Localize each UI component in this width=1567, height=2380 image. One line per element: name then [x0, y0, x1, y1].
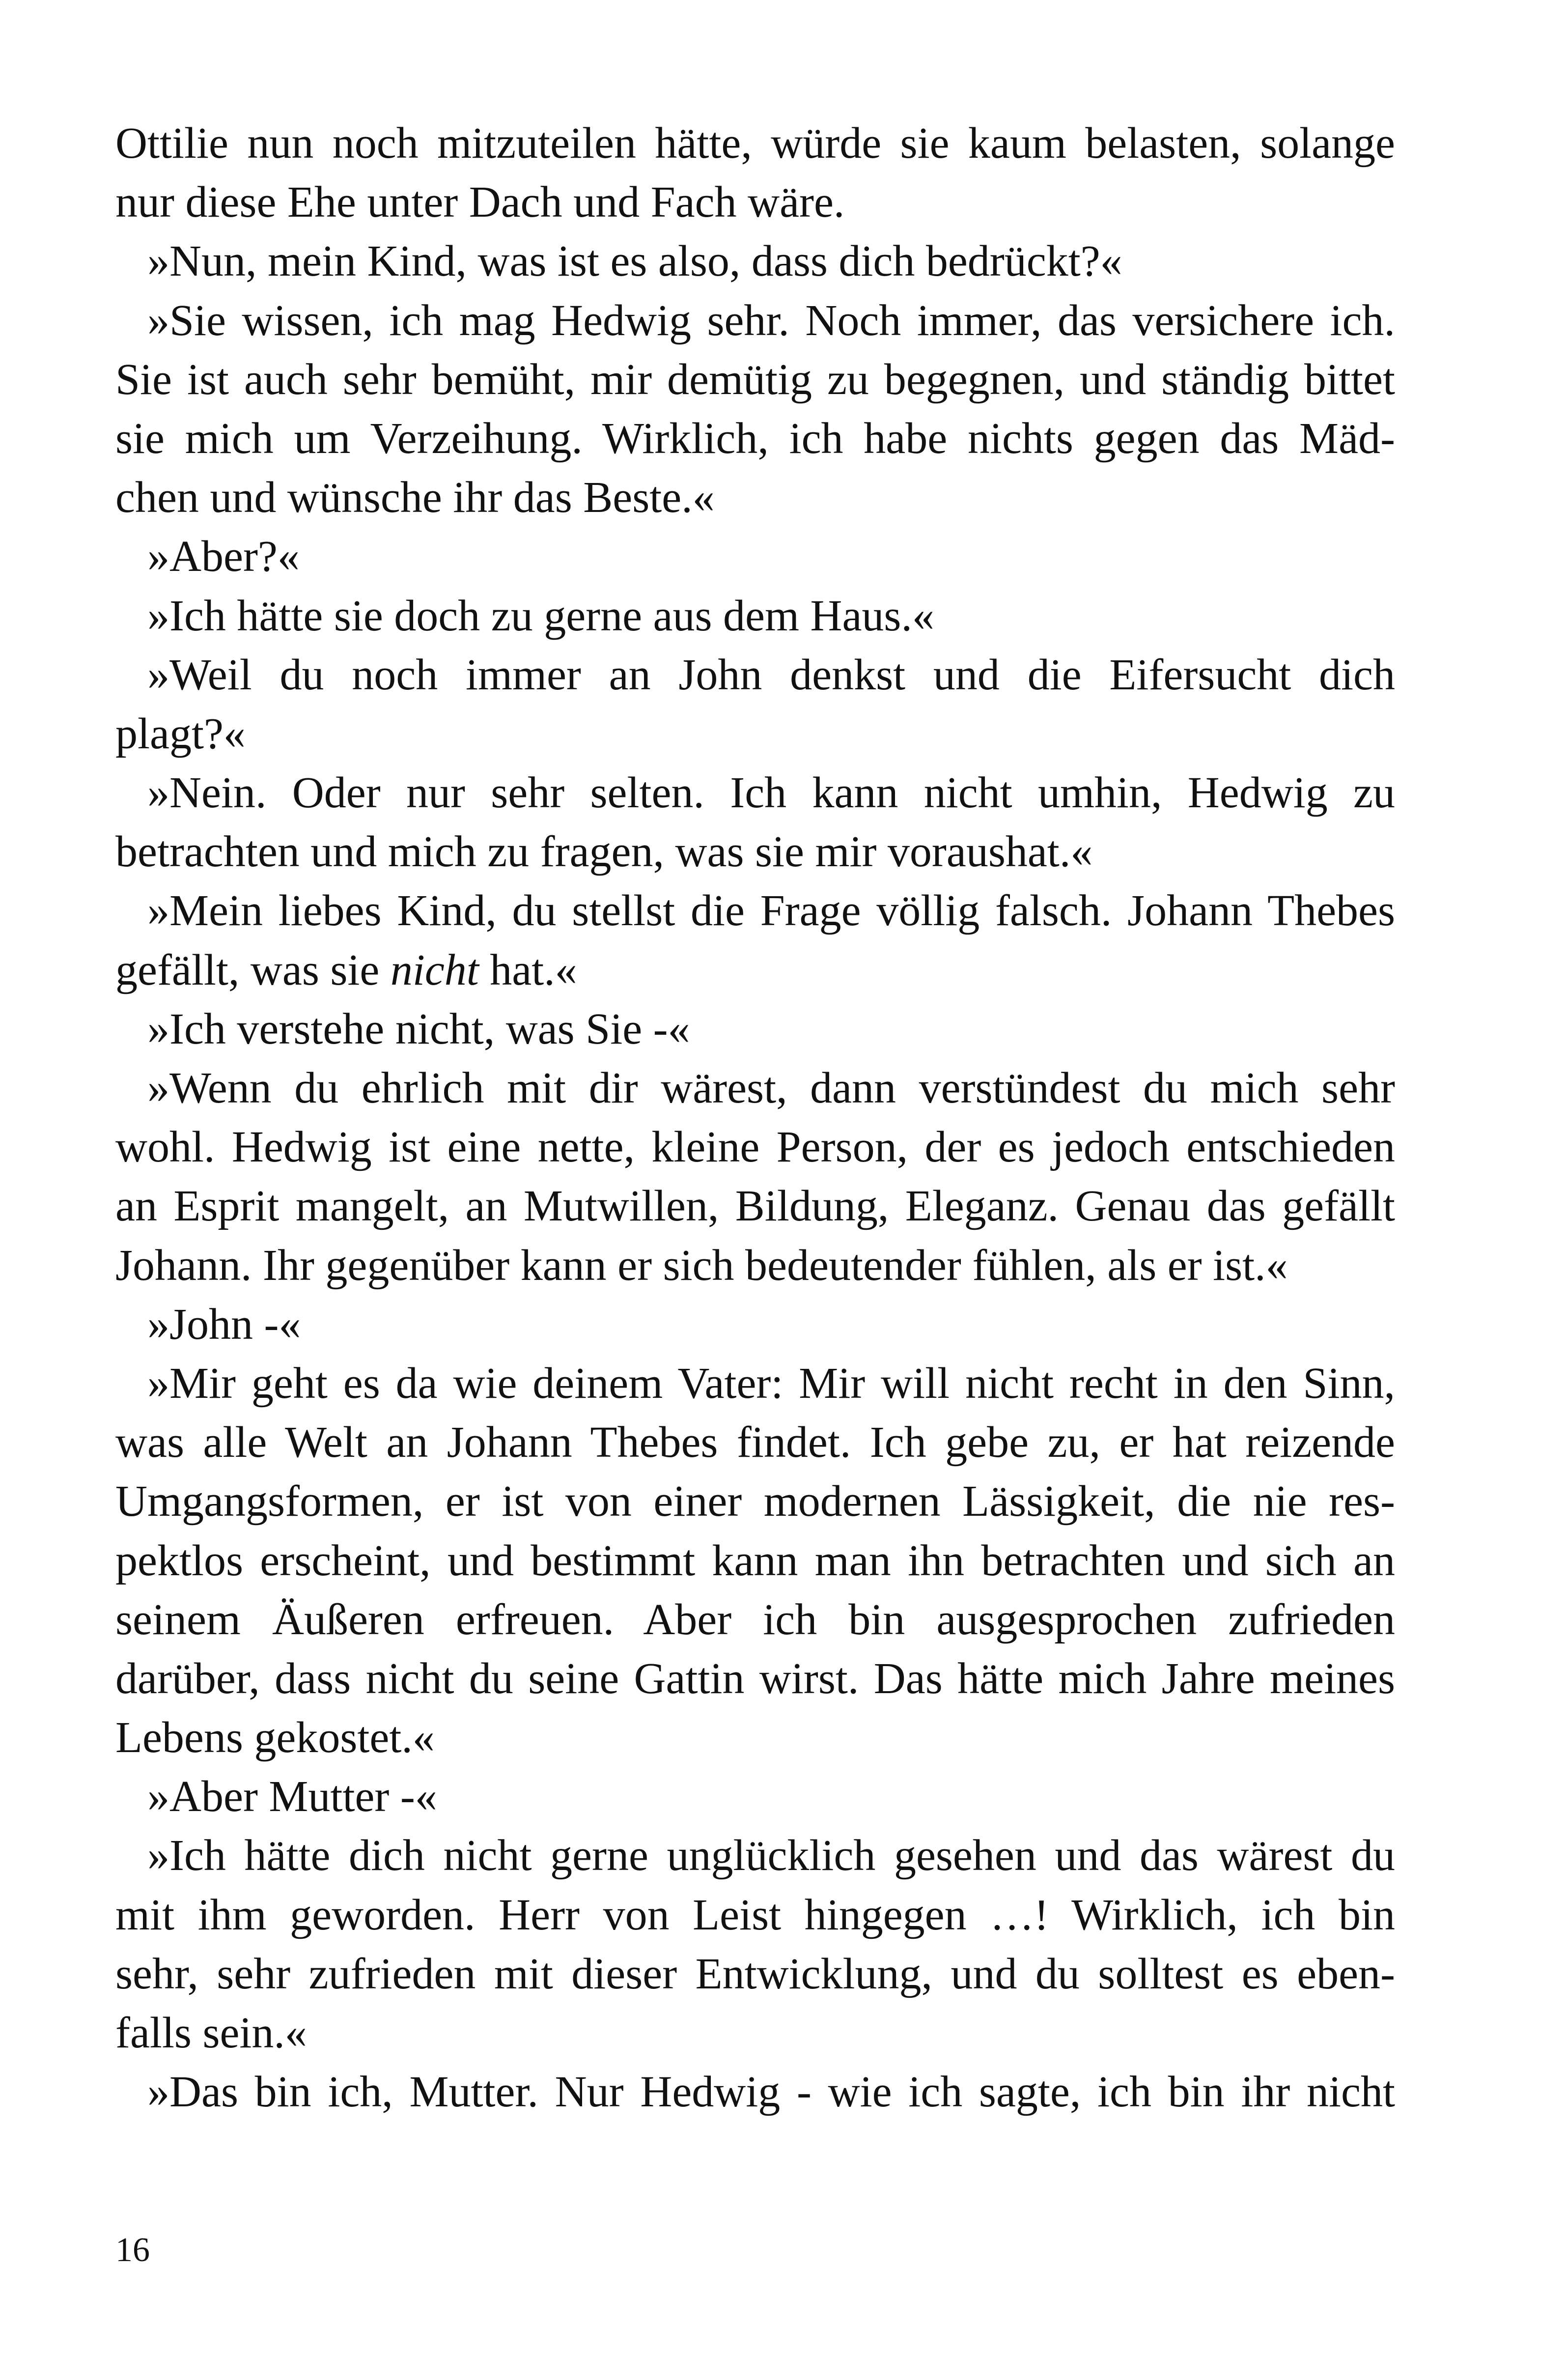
text-line: falls sein.«	[115, 2009, 307, 2057]
text-line: »Mir geht es da wie deinem Vater: Mir will nicht recht in den Sinn,	[147, 1359, 1395, 1408]
text-line: »Sie wissen, ich mag Hedwig sehr. Noch immer, das versichere ich.	[147, 296, 1395, 345]
text-line: »John -«	[147, 1300, 301, 1349]
text-line: pektlos erscheint, und bestimmt kann man ihn betrachten und sich an	[115, 1536, 1395, 1585]
text-line	[115, 941, 1395, 1000]
text-line: »Ich verstehe nicht, was Sie -«	[147, 1004, 690, 1053]
text-line: darüber, dass nicht du seine Gattin wirst. Das hätte mich Jahre meines	[115, 1654, 1395, 1703]
text-line: sehr, sehr zufrieden mit dieser Entwicklung, und du solltest es eben-	[115, 1949, 1395, 1998]
text-line: »Ich hätte sie doch zu gerne aus dem Haus.«	[147, 591, 934, 640]
text-line: Lebens gekostet.«	[115, 1713, 435, 1762]
text-line: mit ihm geworden. Herr von Leist hingegen …! Wirklich, ich bin	[115, 1890, 1395, 1939]
text-line: Sie ist auch sehr bemüht, mir demütig zu begegnen, und ständig bittet	[115, 355, 1395, 404]
text-segment: gefällt, was sie	[115, 945, 391, 994]
text-line: »Weil du noch immer an John denkst und die Eifersucht dich	[147, 650, 1395, 699]
page-number: 16	[115, 2231, 150, 2269]
text-line: »Nun, mein Kind, was ist es also, dass dich bedrückt?«	[147, 237, 1122, 286]
text-line: betrachten und mich zu fragen, was sie mir voraushat.«	[115, 827, 1093, 877]
text-line: plagt?«	[115, 709, 246, 758]
text-line: nur diese Ehe unter Dach und Fach wäre.	[115, 178, 845, 227]
text-segment: hat.«	[478, 945, 577, 994]
emphasized-word: nicht	[390, 945, 479, 994]
text-line: »Mein liebes Kind, du stellst die Frage völlig falsch. Johann Thebes	[147, 886, 1395, 935]
text-line: sie mich um Verzeihung. Wirklich, ich habe nichts gegen das Mäd-	[115, 414, 1395, 463]
text-line: chen und wünsche ihr das Beste.«	[115, 473, 715, 522]
text-line: was alle Welt an Johann Thebes findet. Ich gebe zu, er hat reizende	[115, 1418, 1395, 1467]
text-line: »Ich hätte dich nicht gerne unglücklich gesehen und das wärest du	[147, 1831, 1395, 1880]
text-line: »Das bin ich, Mutter. Nur Hedwig - wie ich sagte, ich bin ihr nicht	[147, 2068, 1395, 2117]
text-line: seinem Äußeren erfreuen. Aber ich bin ausgesprochen zufrieden	[115, 1595, 1395, 1644]
text-line: wohl. Hedwig ist eine nette, kleine Person, der es jedoch entschieden	[115, 1123, 1395, 1172]
text-line: »Nein. Oder nur sehr selten. Ich kann nicht umhin, Hedwig zu	[147, 768, 1395, 818]
text-line: Ottilie nun noch mitzuteilen hätte, würde sie kaum belasten, solange	[115, 119, 1395, 168]
text-line: an Esprit mangelt, an Mutwillen, Bildung, Eleganz. Genau das gefällt	[115, 1182, 1395, 1231]
text-line: Johann. Ihr gegenüber kann er sich bedeutender fühlen, als er ist.«	[115, 1241, 1288, 1290]
text-line: »Wenn du ehrlich mit dir wärest, dann verstündest du mich sehr	[147, 1064, 1395, 1112]
text-line: »Aber?«	[147, 532, 300, 581]
text-line: »Aber Mutter -«	[147, 1772, 437, 1821]
body-text	[115, 114, 1395, 2122]
text-line: Umgangsformen, er ist von einer modernen Lässigkeit, die nie res-	[115, 1477, 1395, 1526]
